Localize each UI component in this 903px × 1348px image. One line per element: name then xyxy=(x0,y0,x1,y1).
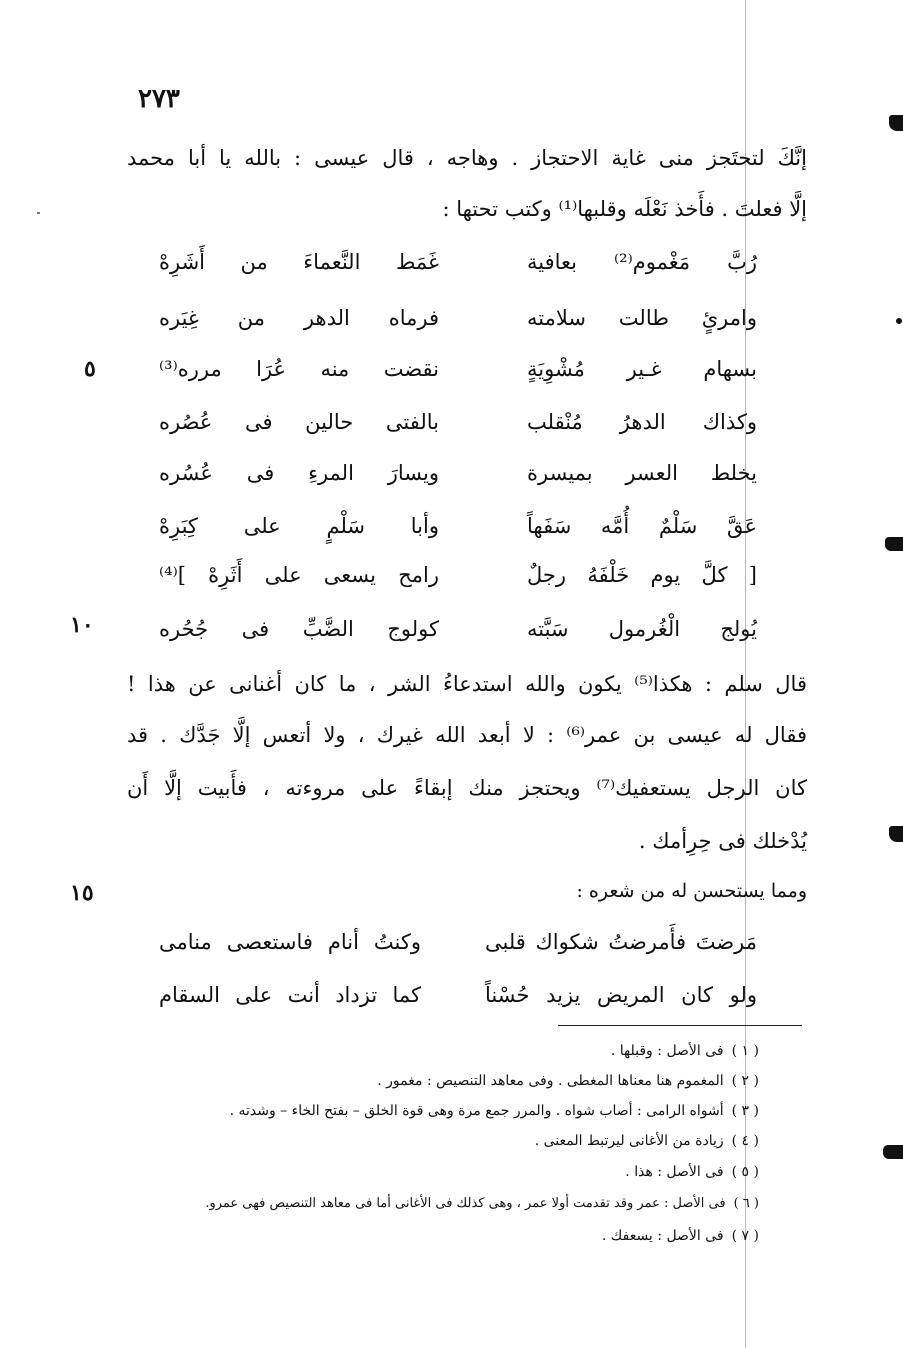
footnote xyxy=(535,1133,759,1149)
verse-first-hemistich: بسهام غـير مُشْوِيَةٍ xyxy=(527,357,757,381)
prose-line: كان الرجل يستعفيك⁽⁷⁾ ويحتجز منك إبقاءً على مروءته ، فأَبيت إلَّا أَن xyxy=(127,776,807,800)
footnote-text: فى الأصل : وقبلها . xyxy=(610,1043,724,1059)
edge-mark xyxy=(896,318,902,324)
verse-first-hemistich: ولو كان المريض يزيد حُسْناً xyxy=(485,983,757,1007)
footnote-number: ( ٣ ) xyxy=(731,1103,759,1119)
edge-mark xyxy=(889,826,903,842)
edge-mark xyxy=(889,115,903,131)
line-number-5: ٥ xyxy=(84,356,96,382)
verse-second-hemistich: وكنتُ أنام فاستعصى منامى xyxy=(159,930,421,954)
prose-line: يُدْخلك فى حِرِأمك . xyxy=(638,829,807,853)
prose-line: إنَّكَ لتحتَجز منى غاية الاحتجاز . وهاجه ، قال عيسى : بالله يا أبا محمد xyxy=(127,146,807,170)
footnote-number: ( ٧ ) xyxy=(731,1228,759,1244)
verse-first-hemistich: يخلط العسر بميسرة xyxy=(527,461,757,485)
footnote xyxy=(625,1164,759,1180)
verse-first-hemistich: وامرئٍ طالت سلامته xyxy=(527,306,757,330)
verse-first-hemistich: عَقَّ سَلْمٌ أُمَّه سَفَهاً xyxy=(527,514,757,538)
verse-second-hemistich: بالفتى حالين فى عُصُره xyxy=(159,410,439,434)
prose-line: إلَّا فعلتَ . فأَخذ نَعْلَه وقلبها⁽¹⁾ وكتب تحتها : xyxy=(442,197,807,221)
verse-second-hemistich: وأبا سَلْمٍ على كِبَرِهْ xyxy=(159,514,439,538)
footnote xyxy=(377,1073,759,1089)
verse-second-hemistich: كولوج الضَّبِّ فى جُحُره xyxy=(159,617,439,641)
footnote xyxy=(230,1103,759,1119)
line-number-10: ١٠ xyxy=(70,612,94,638)
footnote-number: ( ٤ ) xyxy=(731,1133,759,1149)
verse-first-hemistich: [ كلَّ يوم خَلْفَهُ رجلٌ xyxy=(527,563,757,587)
verse-first-hemistich: رُبَّ مَغْموم⁽²⁾ بعافية xyxy=(527,250,757,274)
footnote-text: فى الأصل : يسعفك . xyxy=(601,1228,724,1244)
verse-second-hemistich: ويسارَ المرءِ فى عُسُره xyxy=(159,461,439,485)
footnote-number: ( ٢ ) xyxy=(731,1073,759,1089)
footnote-text: أشواه الرامى : أصاب شواه . والمرر جمع مرة وهى قوة الخلق – بفتح الخاء – وشدته . xyxy=(229,1103,724,1119)
edge-mark xyxy=(883,1145,903,1159)
verse-second-hemistich: غَمَط النَّعماءَ من أَشَرِهْ xyxy=(159,250,439,274)
footnote xyxy=(611,1043,759,1059)
footnote-number: ( ١ ) xyxy=(731,1043,759,1059)
prose-line: ومما يستحسن له من شعره : xyxy=(576,880,807,902)
footnote-text: المغموم هنا معناها المغطى . وفى معاهد التنصيص : مغمور . xyxy=(377,1073,724,1089)
footnote-rule xyxy=(558,1025,802,1026)
prose-line: فقال له عيسى بن عمر⁽⁶⁾ : لا أبعد الله غيرك ، ولا أتعس إلَّا جَدَّك . قد xyxy=(127,723,807,747)
verse-second-hemistich: نقضت منه عُرَا مرره⁽³⁾ xyxy=(159,357,439,381)
scan-speck xyxy=(37,212,40,214)
verse-second-hemistich: فرماه الدهر من غِيَره xyxy=(159,306,439,330)
verse-first-hemistich: وكذاك الدهرُ مُنْقلب xyxy=(527,410,757,434)
footnote-text: فى الأصل : هذا . xyxy=(625,1164,724,1180)
footnote-number: ( ٦ ) xyxy=(733,1196,759,1211)
edge-mark xyxy=(885,537,903,551)
prose-line: قال سلم : هكذا⁽⁵⁾ يكون والله استدعاءُ الشر ، ما كان أغنانى عن هذا ! xyxy=(127,672,807,696)
line-number-15: ١٥ xyxy=(70,880,94,906)
footnote xyxy=(205,1196,759,1211)
verse-first-hemistich: مَرضتَ فأَمرضتُ شكواك قلبى xyxy=(485,930,757,954)
footnote-number: ( ٥ ) xyxy=(731,1164,759,1180)
verse-second-hemistich: رامح يسعى على أَثَرِهْ ]⁽⁴⁾ xyxy=(159,563,439,587)
verse-first-hemistich: يُولج الْغُرمول سَبَّته xyxy=(527,617,757,641)
footnote xyxy=(602,1228,759,1244)
footnote-text: فى الأصل : عمر وقد تقدمت أولا عمر ، وهى كذلك فى الأغانى أما فى معاهد التنصيص فهى عمرو. xyxy=(205,1196,726,1211)
page-number: ٢٧٣ xyxy=(138,84,180,114)
footnote-text: زيادة من الأغانى ليرتبط المعنى . xyxy=(534,1133,724,1149)
verse-second-hemistich: كما تزداد أنت على السقام xyxy=(159,983,421,1007)
